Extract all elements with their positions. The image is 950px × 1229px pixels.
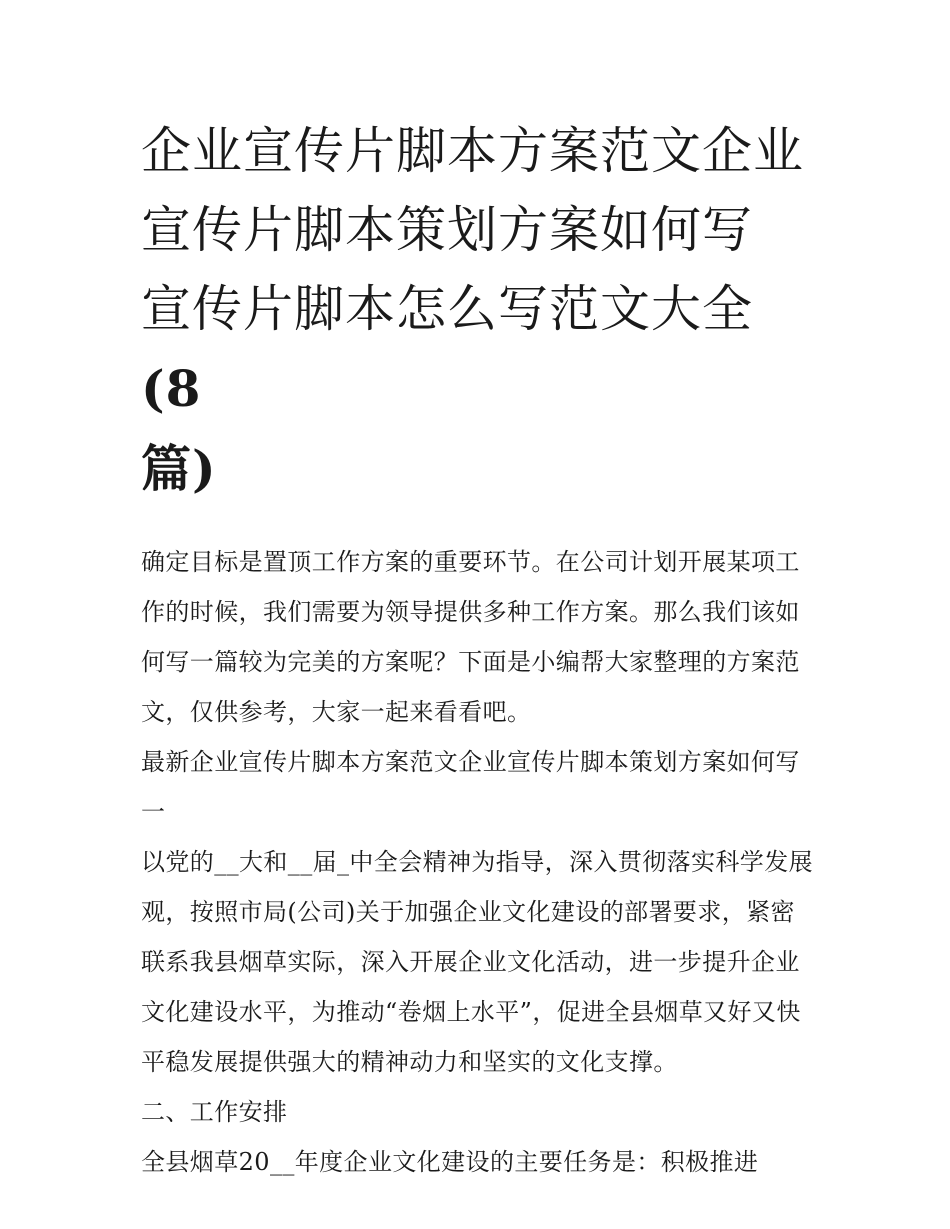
- document-page: [141, 112, 813, 1187]
- section-heading-2: 二、工作安排: [141, 1098, 288, 1126]
- body-paragraph-2: 全县烟草20__年度企业文化建设的主要任务是：积极推进: [141, 1148, 759, 1176]
- section-heading-1: 最新企业宣传片脚本方案范文企业宣传片脚本策划方案如何写一: [141, 748, 800, 826]
- body-paragraph: 以党的__大和__届_中全会精神为指导，深入贯彻落实科学发展观，按照市局(公司)关于加强企业文化建设的部署要求，紧密联系我县烟草实际，深入开展企业文化活动，进一步提升企业文化建设水平，为推动“卷烟上水平”，促进全县烟草又好又快平稳发展提供强大的精神动力和坚实的文化支撑。: [141, 848, 813, 1076]
- title-count-text: (8: [141, 359, 202, 418]
- document-title: [141, 112, 813, 509]
- title-end-text: 篇): [141, 439, 217, 498]
- intro-paragraph: 确定目标是置顶工作方案的重要环节。在公司计划开展某项工作的时候，我们需要为领导提供多种工作方案。那么我们该如何写一篇较为完美的方案呢？下面是小编帮大家整理的方案范文，仅供参考，大家一起来看看吧。: [141, 548, 800, 726]
- title-main-text: 企业宣传片脚本方案范文企业宣传片脚本策划方案如何写 宣传片脚本怎么写范文大全: [141, 122, 804, 338]
